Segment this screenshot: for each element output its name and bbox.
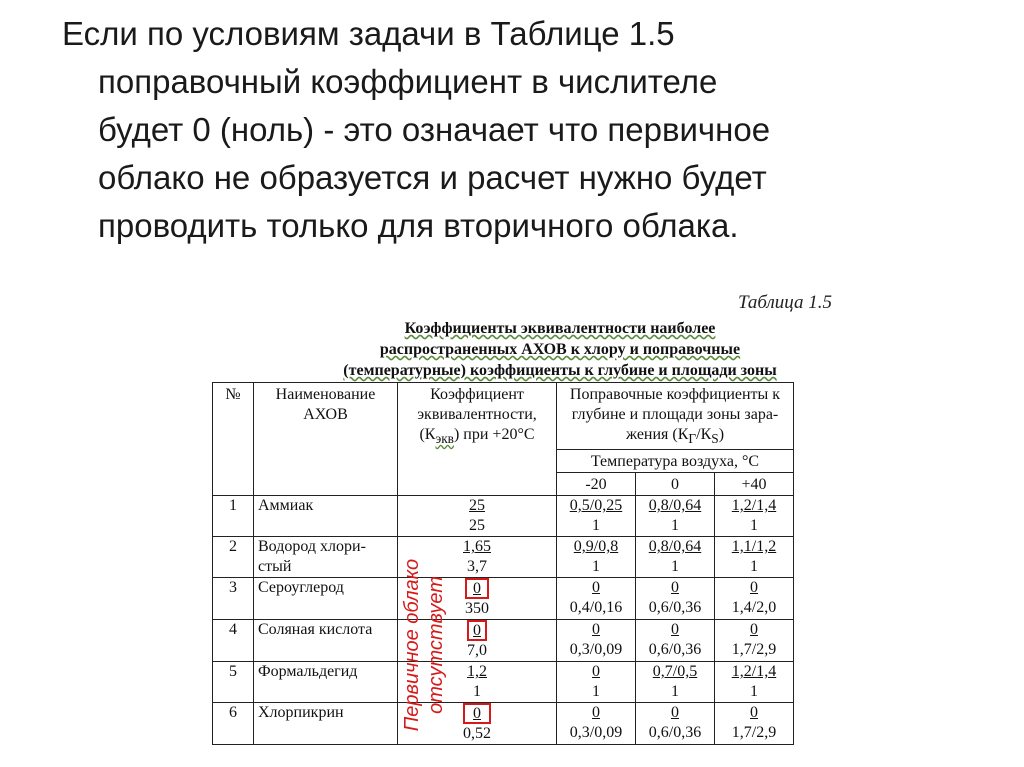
numerator-value: 0 bbox=[591, 704, 600, 722]
substance-name-line: Аммиак bbox=[258, 497, 314, 515]
correction-coefficient bbox=[557, 537, 636, 578]
numerator-value: 0,8/0,64 bbox=[648, 497, 702, 515]
substance-name-line: Формальдегид bbox=[258, 663, 358, 681]
numerator-value: 0 bbox=[670, 579, 679, 597]
table-row bbox=[213, 537, 794, 578]
slide-text-line: будет 0 (ноль) - это означает что первичное bbox=[98, 111, 771, 148]
slide-text-line: облако не образуется и расчет нужно будет bbox=[98, 159, 767, 196]
substance-name-line: Сероуглерод bbox=[258, 579, 344, 597]
correction-coefficient bbox=[715, 620, 794, 662]
numerator-value: 1,1/1,2 bbox=[731, 538, 777, 556]
numerator-value: 0,5/0,25 bbox=[569, 497, 623, 515]
slide-text-line: Если по условиям задачи в Таблице 1.5 bbox=[62, 15, 675, 52]
table-title bbox=[210, 318, 910, 381]
slide-text-line: проводить только для вторичного облака. bbox=[98, 207, 739, 244]
equivalence-coefficient bbox=[398, 537, 557, 578]
denominator-value: 1 bbox=[670, 683, 679, 701]
header-temp: 0 bbox=[636, 473, 715, 496]
numerator-value: 0,7/0,5 bbox=[652, 663, 698, 681]
fraction-value bbox=[463, 537, 491, 577]
fraction-value bbox=[463, 703, 491, 744]
denominator-value: 0,3/0,09 bbox=[569, 724, 623, 742]
header-corr-text: ) bbox=[718, 426, 725, 443]
correction-coefficient bbox=[557, 703, 636, 745]
header-equivalence bbox=[398, 383, 557, 496]
correction-coefficient bbox=[715, 662, 794, 703]
highlighted-zero-value: 0 bbox=[467, 620, 487, 641]
substance-name bbox=[254, 537, 398, 578]
equivalence-coefficient bbox=[398, 662, 557, 703]
header-name-line: Наименование bbox=[275, 386, 376, 403]
fraction-value bbox=[649, 578, 701, 618]
denominator-value: 350 bbox=[465, 600, 489, 618]
denominator-value: 1 bbox=[591, 517, 600, 535]
fraction-value bbox=[649, 537, 701, 577]
header-k-subscript: экв bbox=[435, 431, 454, 447]
denominator-value: 1,4/2,0 bbox=[731, 599, 777, 617]
fraction-value bbox=[653, 662, 697, 702]
header-temp: +40 bbox=[715, 473, 794, 496]
correction-coefficient bbox=[715, 537, 794, 578]
numerator-value: 1,2/1,4 bbox=[731, 497, 777, 515]
numerator-value: 0 bbox=[749, 621, 758, 639]
fraction-value bbox=[570, 578, 622, 618]
fraction-value bbox=[732, 662, 776, 702]
equivalence-coefficient bbox=[398, 578, 557, 620]
numerator-value: 25 bbox=[469, 497, 485, 515]
numerator-value: 0 bbox=[749, 579, 758, 597]
correction-coefficient bbox=[715, 578, 794, 620]
header-corr-line bbox=[561, 425, 789, 449]
fraction-value bbox=[732, 703, 776, 743]
correction-coefficient bbox=[636, 662, 715, 703]
slide-body-text bbox=[62, 10, 962, 250]
denominator-value: 25 bbox=[469, 517, 485, 535]
row-number-text: 3 bbox=[229, 579, 237, 597]
substance-name-line: Соляная кислота bbox=[258, 621, 373, 639]
header-name-line: АХОВ bbox=[303, 406, 348, 423]
denominator-value: 1 bbox=[670, 517, 679, 535]
numerator-value: 0 bbox=[591, 621, 600, 639]
row-number bbox=[213, 662, 254, 703]
substance-name bbox=[254, 496, 398, 537]
fraction-value bbox=[732, 578, 776, 618]
numerator-value: 0 bbox=[592, 663, 600, 681]
denominator-value: 0,6/0,36 bbox=[648, 599, 702, 617]
highlighted-zero-value: 0 bbox=[465, 578, 489, 599]
fraction-value bbox=[732, 620, 776, 660]
fraction-value bbox=[570, 496, 622, 536]
header-no: № bbox=[213, 383, 254, 496]
denominator-value: 0,6/0,36 bbox=[648, 724, 702, 742]
header-air-temp: Температура воздуха, °С bbox=[557, 450, 794, 473]
header-corr-text: /К bbox=[696, 426, 712, 443]
fraction-value bbox=[592, 662, 600, 702]
fraction-value bbox=[732, 496, 776, 536]
numerator-value: 0 bbox=[591, 579, 600, 597]
row-number-text: 2 bbox=[229, 538, 237, 556]
correction-coefficient bbox=[715, 703, 794, 745]
fraction-value bbox=[574, 537, 618, 577]
substance-name-line: Водород хлори- bbox=[258, 538, 366, 556]
correction-coefficient bbox=[715, 496, 794, 537]
fraction-value bbox=[570, 703, 622, 743]
denominator-value: 0,6/0,36 bbox=[648, 641, 702, 659]
numerator-value: 1,2/1,4 bbox=[731, 663, 777, 681]
denominator-value: 3,7 bbox=[467, 558, 487, 576]
substance-name bbox=[254, 662, 398, 703]
numerator-value: 1,2 bbox=[467, 663, 487, 681]
numerator-value: 0 bbox=[749, 704, 758, 722]
fraction-value bbox=[465, 578, 489, 619]
fraction-value bbox=[469, 496, 485, 536]
equivalence-coefficient bbox=[398, 496, 557, 537]
substance-name bbox=[254, 578, 398, 620]
header-name bbox=[254, 383, 398, 496]
correction-coefficient bbox=[636, 703, 715, 745]
denominator-value: 1,7/2,9 bbox=[731, 724, 777, 742]
row-number-text: 6 bbox=[229, 704, 237, 722]
correction-coefficient bbox=[636, 578, 715, 620]
row-number bbox=[213, 620, 254, 662]
header-k-line bbox=[402, 425, 552, 449]
substance-name-line: стый bbox=[258, 558, 292, 576]
correction-coefficient bbox=[636, 496, 715, 537]
denominator-value: 7,0 bbox=[467, 642, 487, 660]
header-corr-line: глубине и площади зоны зара- bbox=[571, 406, 779, 423]
row-number bbox=[213, 578, 254, 620]
header-temp: -20 bbox=[557, 473, 636, 496]
correction-coefficient bbox=[557, 578, 636, 620]
fraction-value bbox=[649, 496, 701, 536]
header-k-line: эквивалентности, bbox=[417, 406, 537, 423]
denominator-value: 1 bbox=[749, 683, 758, 701]
fraction-value bbox=[467, 620, 487, 661]
substance-name-line: Хлорпикрин bbox=[258, 704, 344, 722]
slide-text-line: поправочный коэффициент в числителе bbox=[98, 63, 718, 100]
row-number-text: 1 bbox=[229, 497, 237, 515]
table-title-line: (температурные) коэффициенты к глубине и площади зоны bbox=[343, 362, 777, 379]
fraction-value bbox=[570, 620, 622, 660]
header-k-line: Коэффициент bbox=[430, 386, 524, 403]
table-row bbox=[213, 662, 794, 703]
row-number-text: 4 bbox=[229, 621, 237, 639]
correction-coefficient bbox=[636, 537, 715, 578]
row-number bbox=[213, 703, 254, 745]
numerator-value: 0 bbox=[670, 704, 679, 722]
table-title-line: Коэффициенты эквивалентности наиболее bbox=[404, 320, 716, 337]
fraction-value bbox=[649, 703, 701, 743]
denominator-value: 1 bbox=[749, 558, 758, 576]
header-corr-sub: S bbox=[711, 431, 719, 447]
denominator-value: 1 bbox=[592, 683, 600, 701]
numerator-value: 0,9/0,8 bbox=[573, 538, 619, 556]
denominator-value: 1,7/2,9 bbox=[731, 641, 777, 659]
table-caption: Таблица 1.5 bbox=[738, 292, 832, 313]
row-number bbox=[213, 537, 254, 578]
coefficients-table bbox=[212, 382, 794, 745]
row-number-text: 5 bbox=[229, 663, 237, 681]
correction-coefficient bbox=[636, 620, 715, 662]
header-correction bbox=[557, 383, 794, 450]
equivalence-coefficient bbox=[398, 703, 557, 745]
correction-coefficient bbox=[557, 662, 636, 703]
numerator-value: 0 bbox=[670, 621, 679, 639]
denominator-value: 0,4/0,16 bbox=[569, 599, 623, 617]
numerator-value: 1,65 bbox=[463, 538, 491, 556]
substance-name bbox=[254, 620, 398, 662]
equivalence-coefficient bbox=[398, 620, 557, 662]
fraction-value bbox=[649, 620, 701, 660]
table-row bbox=[213, 620, 794, 662]
numerator-value: 0,8/0,64 bbox=[648, 538, 702, 556]
denominator-value: 0,3/0,09 bbox=[569, 641, 623, 659]
row-number bbox=[213, 496, 254, 537]
correction-coefficient bbox=[557, 496, 636, 537]
highlighted-zero-value: 0 bbox=[463, 703, 491, 724]
denominator-value: 1 bbox=[473, 683, 481, 701]
denominator-value: 1 bbox=[749, 517, 758, 535]
substance-name bbox=[254, 703, 398, 745]
header-corr-line: Поправочные коэффициенты к bbox=[569, 386, 781, 403]
denominator-value: 0,52 bbox=[463, 725, 491, 743]
header-k-text: ) при +20°С bbox=[453, 426, 535, 443]
header-k-text: (К bbox=[419, 426, 436, 443]
correction-coefficient bbox=[557, 620, 636, 662]
table-row bbox=[213, 496, 794, 537]
annotation-line: отсутствует bbox=[425, 576, 447, 714]
table-title-line: распространенных АХОВ к хлору и поправочные bbox=[379, 341, 741, 358]
fraction-value bbox=[467, 662, 487, 702]
denominator-value: 1 bbox=[591, 558, 600, 576]
table-row bbox=[213, 703, 794, 745]
fraction-value bbox=[732, 537, 776, 577]
annotation-line: Первичное облако bbox=[401, 558, 423, 732]
header-corr-text: жения (К bbox=[625, 426, 689, 443]
denominator-value: 1 bbox=[670, 558, 679, 576]
header-corr-sub: Г bbox=[688, 431, 697, 447]
table-row bbox=[213, 578, 794, 620]
